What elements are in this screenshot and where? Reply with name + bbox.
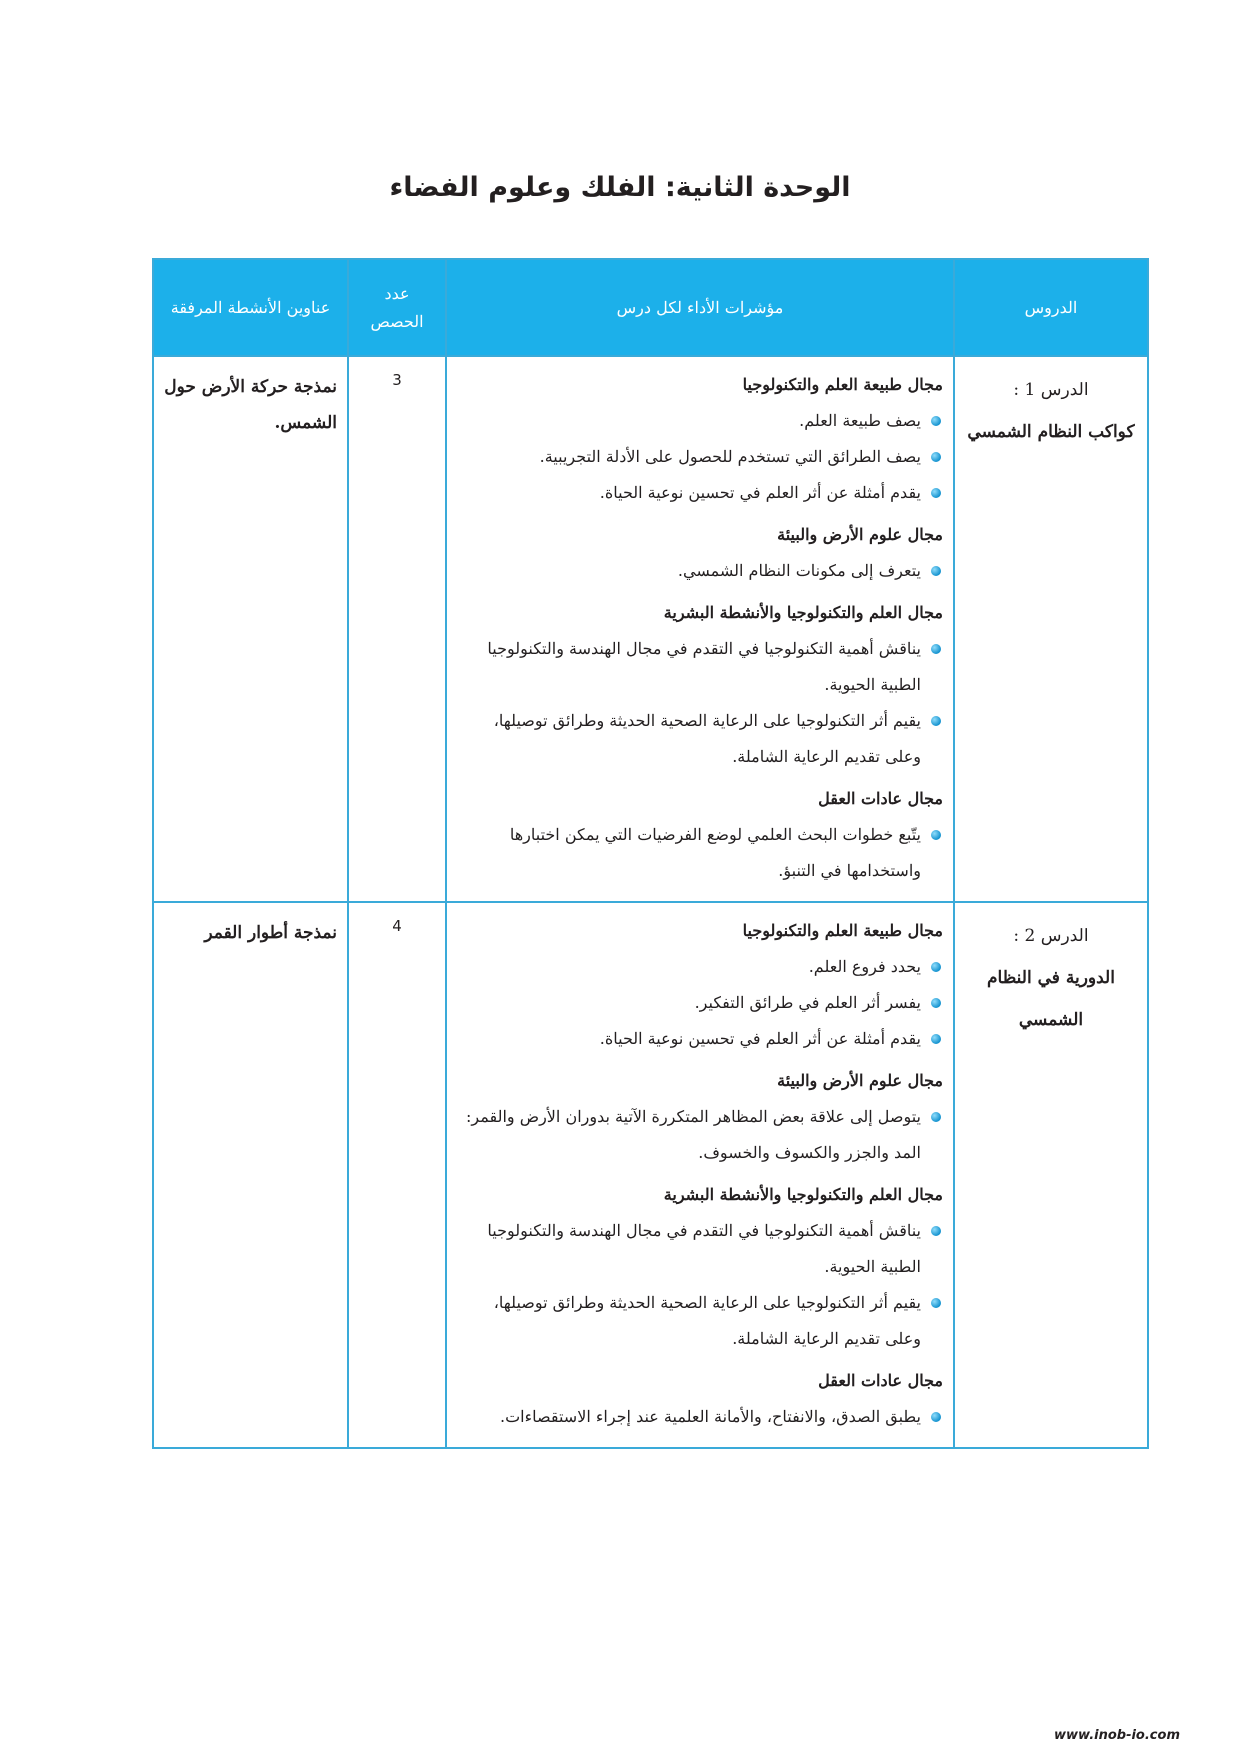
domain-title: مجال العلم والتكنولوجيا والأنشطة البشرية bbox=[663, 603, 943, 622]
indicator-item bbox=[457, 403, 943, 439]
indicator-text: يناقش أهمية التكنولوجيا في التقدم في مجال الهندسة والتكنولوجيا الطبية الحيوية. bbox=[487, 639, 921, 694]
indicators-cell bbox=[446, 356, 954, 902]
bullet-icon bbox=[931, 452, 941, 462]
indicator-item bbox=[457, 475, 943, 511]
table-row bbox=[153, 356, 1148, 902]
header-lessons: الدروس bbox=[954, 259, 1148, 356]
indicator-item bbox=[457, 949, 943, 985]
header-count bbox=[348, 259, 446, 356]
indicator-text: يقيم أثر التكنولوجيا على الرعاية الصحية الحديثة وطرائق توصيلها، وعلى تقديم الرعاية الشاملة. bbox=[493, 1293, 921, 1348]
lesson-cell bbox=[954, 902, 1148, 1448]
indicator-text: يفسر أثر العلم في طرائق التفكير. bbox=[694, 993, 921, 1012]
indicator-text: يتوصل إلى علاقة بعض المظاهر المتكررة الآتية بدوران الأرض والقمر: المد والجزر والكسوف والخسوف. bbox=[466, 1107, 921, 1162]
domain-title: مجال عادات العقل bbox=[818, 1371, 943, 1390]
indicator-text: يطبق الصدق، والانفتاح، والأمانة العلمية عند إجراء الاستقصاءات. bbox=[500, 1407, 921, 1426]
indicator-item bbox=[457, 985, 943, 1021]
bullet-icon bbox=[931, 488, 941, 498]
domain-title: مجال العلم والتكنولوجيا والأنشطة البشرية bbox=[663, 1185, 943, 1204]
indicator-text: يقدم أمثلة عن أثر العلم في تحسين نوعية الحياة. bbox=[599, 1029, 921, 1048]
table-header-row bbox=[153, 259, 1148, 356]
bullet-icon bbox=[931, 1226, 941, 1236]
bullet-icon bbox=[931, 1412, 941, 1422]
lesson-number: الدرس 1 : bbox=[1013, 380, 1089, 400]
lesson-cell bbox=[954, 356, 1148, 902]
activity-title: نمذجة أطوار القمر bbox=[153, 902, 348, 1448]
domain-title: مجال علوم الأرض والبيئة bbox=[777, 525, 943, 544]
indicator-item bbox=[457, 1021, 943, 1057]
indicator-item bbox=[457, 1099, 943, 1171]
sessions-count: 4 bbox=[348, 902, 446, 1448]
lesson-name: كواكب النظام الشمسي bbox=[967, 422, 1135, 442]
header-activities: عناوين الأنشطة المرفقة bbox=[153, 259, 348, 356]
activity-title: نمذجة حركة الأرض حول الشمس. bbox=[153, 356, 348, 902]
table-row bbox=[153, 902, 1148, 1448]
lesson-number: الدرس 2 : bbox=[1013, 926, 1089, 946]
page-title: الوحدة الثانية: الفلك وعلوم الفضاء bbox=[389, 172, 851, 203]
indicator-text: يصف الطرائق التي تستخدم للحصول على الأدلة التجريبية. bbox=[539, 447, 921, 466]
bullet-icon bbox=[931, 962, 941, 972]
indicator-item bbox=[457, 631, 943, 703]
indicators-cell bbox=[446, 902, 954, 1448]
indicator-text: يتعرف إلى مكونات النظام الشمسي. bbox=[677, 561, 921, 580]
domain-title: مجال طبيعة العلم والتكنولوجيا bbox=[742, 375, 943, 394]
indicator-item bbox=[457, 1213, 943, 1285]
indicator-text: يتّبع خطوات البحث العلمي لوضع الفرضيات التي يمكن اختبارها واستخدامها في التنبؤ. bbox=[509, 825, 921, 880]
indicator-item bbox=[457, 703, 943, 775]
sessions-count: 3 bbox=[348, 356, 446, 902]
unit-plan-table bbox=[152, 258, 1149, 1449]
indicator-text: يقدم أمثلة عن أثر العلم في تحسين نوعية الحياة. bbox=[599, 483, 921, 502]
indicator-item bbox=[457, 1285, 943, 1357]
bullet-icon bbox=[931, 1112, 941, 1122]
indicator-text: يحدد فروع العلم. bbox=[808, 957, 921, 976]
bullet-icon bbox=[931, 716, 941, 726]
header-indicators: مؤشرات الأداء لكل درس bbox=[446, 259, 954, 356]
domain-title: مجال طبيعة العلم والتكنولوجيا bbox=[742, 921, 943, 940]
bullet-icon bbox=[931, 1034, 941, 1044]
bullet-icon bbox=[931, 416, 941, 426]
bullet-icon bbox=[931, 998, 941, 1008]
domain-title: مجال عادات العقل bbox=[818, 789, 943, 808]
watermark-url: www.inob-io.com bbox=[1054, 1728, 1180, 1743]
domain-title: مجال علوم الأرض والبيئة bbox=[777, 1071, 943, 1090]
bullet-icon bbox=[931, 566, 941, 576]
header-count-line1: عدد bbox=[384, 283, 410, 303]
indicator-item bbox=[457, 553, 943, 589]
indicator-text: يقيم أثر التكنولوجيا على الرعاية الصحية الحديثة وطرائق توصيلها، وعلى تقديم الرعاية الشاملة. bbox=[493, 711, 921, 766]
lesson-name: الدورية في النظام الشمسي bbox=[987, 968, 1115, 1030]
indicator-text: يناقش أهمية التكنولوجيا في التقدم في مجال الهندسة والتكنولوجيا الطبية الحيوية. bbox=[487, 1221, 921, 1276]
indicator-text: يصف طبيعة العلم. bbox=[799, 411, 921, 430]
bullet-icon bbox=[931, 1298, 941, 1308]
bullet-icon bbox=[931, 830, 941, 840]
indicator-item bbox=[457, 439, 943, 475]
header-count-line2: الحصص bbox=[370, 311, 424, 331]
bullet-icon bbox=[931, 644, 941, 654]
indicator-item bbox=[457, 817, 943, 889]
indicator-item bbox=[457, 1399, 943, 1435]
